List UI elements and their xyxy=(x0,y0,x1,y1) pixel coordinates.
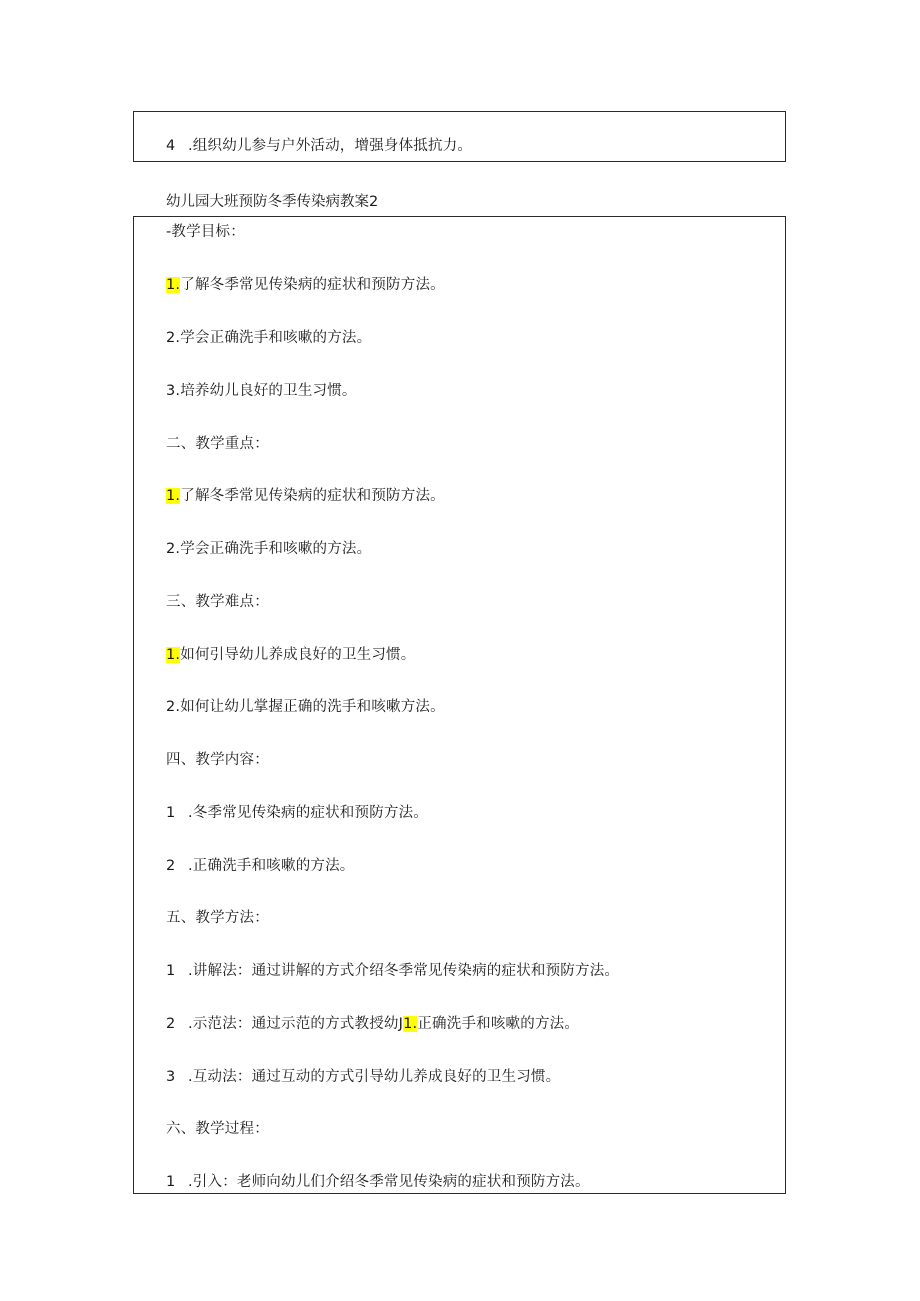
line-text: 2.学会正确洗手和咳嗽的方法。 xyxy=(166,330,372,346)
list-number: 2 xyxy=(166,1016,176,1032)
lesson-line xyxy=(166,961,619,981)
list-number: 4 xyxy=(166,138,176,154)
line-text: 了解冬季常见传染病的症状和预防方法。 xyxy=(180,488,445,504)
highlighted-number: 1. xyxy=(403,1016,418,1032)
line-text: 2.如何让幼儿掌握正确的洗手和咳嗽方法。 xyxy=(166,699,445,715)
lesson-line xyxy=(166,381,357,401)
lesson-line xyxy=(166,275,445,295)
highlighted-number: 1. xyxy=(166,488,181,504)
line-text: .互动法：通过互动的方式引导幼儿养成良好的卫生习惯。 xyxy=(188,1069,561,1085)
line-text: 了解冬季常见传染病的症状和预防方法。 xyxy=(180,277,445,293)
highlighted-number: 1. xyxy=(166,647,181,663)
line-text: 三、教学难点： xyxy=(166,594,269,610)
line-text: .讲解法：通过讲解的方式介绍冬季常见传染病的症状和预防方法。 xyxy=(188,963,620,979)
line-text: 二、教学重点： xyxy=(166,436,269,452)
list-number: 1 xyxy=(166,963,176,979)
lesson-line xyxy=(166,486,445,506)
lesson-line xyxy=(166,592,269,612)
line-text: 五、教学方法： xyxy=(166,910,269,926)
lesson-line xyxy=(166,750,269,770)
highlighted-number: 1. xyxy=(166,277,181,293)
lesson-line xyxy=(166,856,355,876)
line-text: .冬季常见传染病的症状和预防方法。 xyxy=(188,805,429,821)
lesson-line xyxy=(166,1014,579,1034)
lesson-line xyxy=(166,697,445,717)
lesson-line xyxy=(166,1067,560,1087)
line-text: 如何引导幼儿养成良好的卫生习惯。 xyxy=(180,647,416,663)
lesson-line xyxy=(166,1172,590,1192)
line-text: 四、教学内容： xyxy=(166,752,269,768)
line-text: 3.培养幼儿良好的卫生习惯。 xyxy=(166,383,357,399)
list-number: 1 xyxy=(166,1174,176,1190)
lesson-line xyxy=(166,803,428,823)
line-text: 六、教学过程： xyxy=(166,1121,269,1137)
lesson-line xyxy=(166,539,371,559)
lesson-line xyxy=(166,328,371,348)
line-text: .示范法：通过示范的方式教授幼J xyxy=(188,1016,404,1032)
list-number: 3 xyxy=(166,1069,176,1085)
lesson-line xyxy=(166,434,269,454)
list-item-text: .组织幼儿参与户外活动，增强身体抵抗力。 xyxy=(188,138,473,154)
line-text: -教学目标： xyxy=(166,224,245,240)
top-list-item xyxy=(166,136,472,156)
line-text: .正确洗手和咳嗽的方法。 xyxy=(188,858,355,874)
line-text: 正确洗手和咳嗽的方法。 xyxy=(417,1016,580,1032)
list-number: 1 xyxy=(166,805,176,821)
list-number: 2 xyxy=(166,858,176,874)
lesson-line xyxy=(166,222,245,242)
lesson-plan-title: 幼儿园大班预防冬季传染病教案2 xyxy=(166,194,379,210)
lesson-line xyxy=(166,645,415,665)
line-text: .引入：老师向幼儿们介绍冬季常见传染病的症状和预防方法。 xyxy=(188,1174,590,1190)
lesson-line xyxy=(166,908,269,928)
line-text: 2.学会正确洗手和咳嗽的方法。 xyxy=(166,541,372,557)
lesson-line xyxy=(166,1119,269,1139)
